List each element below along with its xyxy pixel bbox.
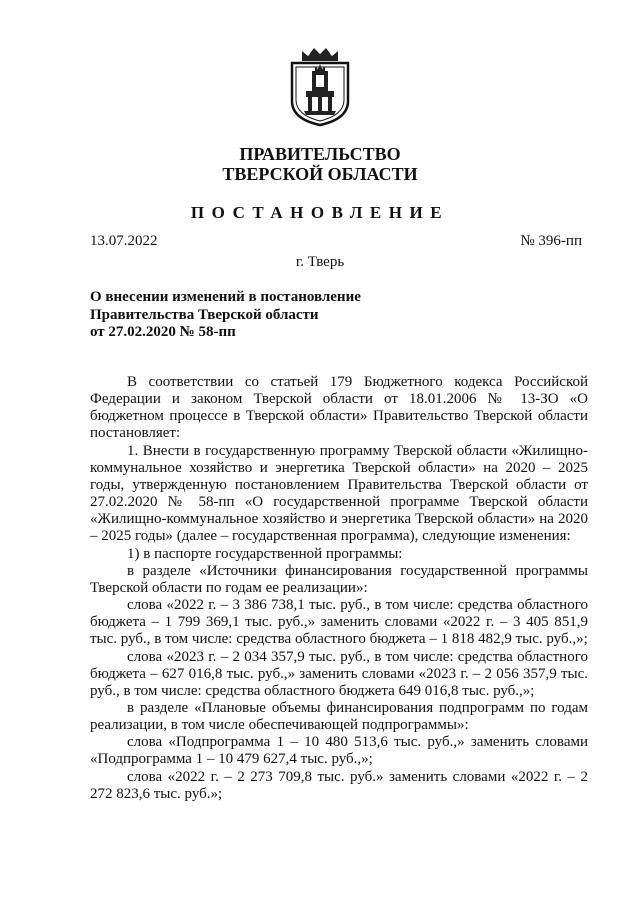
document-number: № 396-пп xyxy=(520,233,582,249)
body-paragraph: в разделе «Плановые объемы финансирования подпрограмм по годам реализации, в том числе обеспечивающей подпрограммы»: xyxy=(90,699,588,734)
body-paragraph: в разделе «Источники финансирования государственной программы Тверской области по годам ее реализации»: xyxy=(90,562,588,596)
organization-name-line2: ТВЕРСКОЙ ОБЛАСТИ xyxy=(222,164,418,184)
body-paragraph: слова «2022 г. – 2 273 709,8 тыс. руб.» заменить словами «2022 г. – 2 272 823,6 тыс. руб.»; xyxy=(90,768,588,802)
body-paragraph: 1. Внести в государственную программу Тверской области «Жилищно-коммунальное хозяйство и энергетика Тверской области» на 2020 – 2025 годы, утвержденную постановлением Правительства Тверской области от 27.02.2020 № 58-пп «О государственной программе Тверской области «Жилищно-коммунальное хозяйство и энергетика Тверской области» на 2020 – 2025 годы» (далее – государственная программа), следующие изменения: xyxy=(90,442,588,545)
document-subject xyxy=(90,289,361,342)
body-paragraph: слова «2023 г. – 2 034 357,9 тыс. руб., в том числе: средства областного бюджета – 627 016,8 тыс. руб.,» заменить словами «2023 г. – 2 056 357,9 тыс. руб., в том числе: средства областного бюджета 649 016,8 тыс. руб.,»; xyxy=(90,648,588,699)
subject-line: О внесении изменений в постановление xyxy=(90,289,361,305)
document-city: г. Тверь xyxy=(295,254,345,270)
body-paragraph: слова «Подпрограмма 1 – 10 480 513,6 тыс. руб.,» заменить словами «Подпрограмма 1 – 10 479 627,4 тыс. руб.,»; xyxy=(90,734,588,768)
body-paragraph: слова «2022 г. – 3 386 738,1 тыс. руб., в том числе: средства областного бюджета – 1 799 369,1 тыс. руб.,» заменить словами «2022 г. – 3 405 851,9 тыс. руб., в том числе: средства областного бюджета – 1 818 482,9 тыс. руб.,»; xyxy=(90,597,588,648)
subject-line: Правительства Тверской области xyxy=(90,306,319,323)
body-paragraph: 1) в паспорте государственной программы: xyxy=(127,545,403,562)
body-paragraph: В соответствии со статьей 179 Бюджетного кодекса Российской Федерации и законом Тверской области от 18.01.2006 № 13-ЗО «О бюджетном процессе в Тверской области» Правительство Тверской области постановляет: xyxy=(90,374,588,442)
document-body xyxy=(90,374,588,803)
organization-name-line1: ПРАВИТЕЛЬСТВО xyxy=(239,144,401,164)
document-type-title: ПОСТАНОВЛЕНИЕ xyxy=(190,203,450,222)
subject-line: от 27.02.2020 № 58-пп xyxy=(90,324,236,340)
tver-coat-of-arms-icon xyxy=(288,45,352,127)
document-date: 13.07.2022 xyxy=(90,233,158,249)
